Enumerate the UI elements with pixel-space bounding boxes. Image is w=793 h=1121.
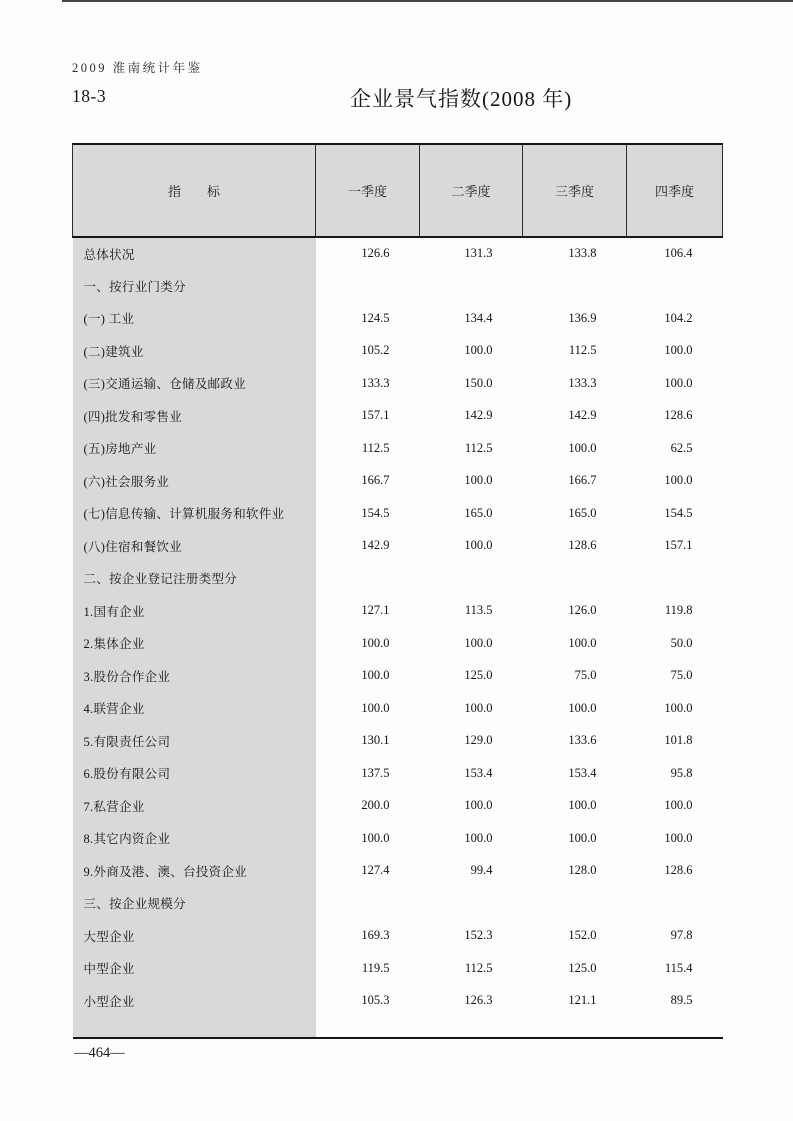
value-cell: 112.5 <box>568 343 597 358</box>
indicator-cell: 6.股份有限公司 <box>73 757 316 790</box>
table-number: 18-3 <box>72 86 107 106</box>
value-cell: 133.3 <box>361 375 390 390</box>
value-cell: 136.9 <box>568 310 597 325</box>
indicator-cell: 总体状况 <box>73 237 316 270</box>
value-cell: 112.5 <box>464 440 493 455</box>
value-cell <box>420 562 523 595</box>
value-cell: 75.0 <box>574 668 597 683</box>
value-cell: 133.8 <box>568 246 597 261</box>
value-cell: 128.6 <box>664 863 693 878</box>
value-cell: 105.3 <box>361 993 390 1008</box>
col-header-indicator: 指 标 <box>73 144 316 237</box>
table-row <box>73 270 723 303</box>
value-cell: 100.0 <box>464 343 493 358</box>
value-cell: 126.3 <box>464 993 493 1008</box>
indicator-cell: (七)信息传输、计算机服务和软件业 <box>73 497 316 530</box>
value-cell: 166.7 <box>361 473 390 488</box>
table-row <box>73 757 723 790</box>
value-cell <box>420 1017 523 1038</box>
value-cell: 100.0 <box>464 798 493 813</box>
value-cell: 119.5 <box>361 960 390 975</box>
value-cell <box>316 270 420 303</box>
value-cell: 152.3 <box>464 928 493 943</box>
value-cell: 115.4 <box>664 960 693 975</box>
value-cell: 112.5 <box>361 440 390 455</box>
value-cell: 166.7 <box>568 473 597 488</box>
value-cell: 100.0 <box>568 830 597 845</box>
table-row <box>73 237 723 270</box>
table-body <box>73 237 723 1038</box>
value-cell: 142.9 <box>361 538 390 553</box>
scan-edge-artifact <box>62 0 793 2</box>
value-cell <box>523 562 627 595</box>
indicator-cell: 9.外商及港、澳、台投资企业 <box>73 855 316 888</box>
table-spacer-row <box>73 1017 723 1038</box>
col-header-q2: 二季度 <box>420 144 523 237</box>
table-row <box>73 822 723 855</box>
value-cell: 154.5 <box>664 505 693 520</box>
value-cell: 157.1 <box>664 538 693 553</box>
table-row <box>73 660 723 693</box>
value-cell: 105.2 <box>361 343 390 358</box>
col-header-q1: 一季度 <box>316 144 420 237</box>
value-cell: 100.0 <box>464 473 493 488</box>
value-cell: 119.8 <box>664 603 693 618</box>
value-cell <box>627 270 723 303</box>
indicator-cell: 2.集体企业 <box>73 627 316 660</box>
table-row <box>73 497 723 530</box>
value-cell: 100.0 <box>568 798 597 813</box>
indicator-cell: (三)交通运输、仓储及邮政业 <box>73 367 316 400</box>
table-row <box>73 952 723 985</box>
value-cell: 100.0 <box>361 700 390 715</box>
value-cell: 100.0 <box>568 635 597 650</box>
value-cell: 133.3 <box>568 375 597 390</box>
value-cell: 153.4 <box>568 765 597 780</box>
indicator-cell: 5.有限责任公司 <box>73 725 316 758</box>
value-cell: 75.0 <box>670 668 693 683</box>
value-cell: 131.3 <box>464 246 493 261</box>
indicator-cell: (四)批发和零售业 <box>73 400 316 433</box>
indicator-cell: 1.国有企业 <box>73 595 316 628</box>
value-cell <box>523 270 627 303</box>
value-cell: 100.0 <box>568 440 597 455</box>
value-cell: 142.9 <box>568 408 597 423</box>
value-cell: 142.9 <box>464 408 493 423</box>
indicator-cell: 大型企业 <box>73 920 316 953</box>
value-cell: 89.5 <box>670 993 693 1008</box>
value-cell: 50.0 <box>670 635 693 650</box>
indicator-cell: 一、按行业门类分 <box>73 270 316 303</box>
indicator-cell: 中型企业 <box>73 952 316 985</box>
value-cell: 128.6 <box>664 408 693 423</box>
value-cell: 100.0 <box>464 538 493 553</box>
col-header-q3: 三季度 <box>523 144 627 237</box>
value-cell: 100.0 <box>361 635 390 650</box>
value-cell: 200.0 <box>361 798 390 813</box>
value-cell <box>316 887 420 920</box>
table-row <box>73 335 723 368</box>
table-row <box>73 367 723 400</box>
value-cell: 101.8 <box>664 733 693 748</box>
indicator-cell: 7.私营企业 <box>73 790 316 823</box>
value-cell: 97.8 <box>670 928 693 943</box>
value-cell: 100.0 <box>361 830 390 845</box>
indicator-cell: 8.其它内资企业 <box>73 822 316 855</box>
col-header-q4: 四季度 <box>627 144 723 237</box>
table-header <box>73 144 723 237</box>
value-cell <box>627 887 723 920</box>
table-row <box>73 465 723 498</box>
indicator-cell: (一) 工业 <box>73 302 316 335</box>
value-cell: 100.0 <box>464 830 493 845</box>
value-cell: 100.0 <box>664 830 693 845</box>
value-cell: 112.5 <box>464 960 493 975</box>
value-cell: 128.0 <box>568 863 597 878</box>
value-cell <box>420 887 523 920</box>
table-row <box>73 302 723 335</box>
value-cell: 169.3 <box>361 928 390 943</box>
value-cell: 99.4 <box>470 863 493 878</box>
indicator-cell: (八)住宿和餐饮业 <box>73 530 316 563</box>
value-cell: 157.1 <box>361 408 390 423</box>
value-cell: 150.0 <box>464 375 493 390</box>
value-cell: 100.0 <box>464 635 493 650</box>
table-row <box>73 627 723 660</box>
table-row <box>73 400 723 433</box>
value-cell <box>420 270 523 303</box>
value-cell: 100.0 <box>664 700 693 715</box>
value-cell: 121.1 <box>568 993 597 1008</box>
business-climate-index-table <box>72 143 723 1039</box>
value-cell <box>316 562 420 595</box>
indicator-cell: (五)房地产业 <box>73 432 316 465</box>
indicator-cell: 小型企业 <box>73 985 316 1018</box>
table-row <box>73 985 723 1018</box>
table-header-row <box>73 144 723 237</box>
value-cell: 130.1 <box>361 733 390 748</box>
table-row <box>73 855 723 888</box>
value-cell: 125.0 <box>464 668 493 683</box>
value-cell: 95.8 <box>670 765 693 780</box>
value-cell: 153.4 <box>464 765 493 780</box>
value-cell: 154.5 <box>361 505 390 520</box>
value-cell <box>523 887 627 920</box>
value-cell <box>627 562 723 595</box>
indicator-cell: 3.股份合作企业 <box>73 660 316 693</box>
value-cell: 100.0 <box>568 700 597 715</box>
value-cell: 126.0 <box>568 603 597 618</box>
value-cell: 165.0 <box>464 505 493 520</box>
value-cell: 165.0 <box>568 505 597 520</box>
table-row <box>73 790 723 823</box>
value-cell: 106.4 <box>664 246 693 261</box>
value-cell <box>316 1017 420 1038</box>
table-row <box>73 562 723 595</box>
value-cell: 125.0 <box>568 960 597 975</box>
indicator-cell: 二、按企业登记注册类型分 <box>73 562 316 595</box>
value-cell: 152.0 <box>568 928 597 943</box>
indicator-cell: 4.联营企业 <box>73 692 316 725</box>
table-row <box>73 920 723 953</box>
table-row <box>73 530 723 563</box>
value-cell: 124.5 <box>361 310 390 325</box>
table-row <box>73 725 723 758</box>
value-cell: 137.5 <box>361 765 390 780</box>
table-row <box>73 692 723 725</box>
value-cell: 100.0 <box>664 375 693 390</box>
running-header: 2009 淮南统计年鉴 <box>72 61 203 75</box>
value-cell: 100.0 <box>664 798 693 813</box>
value-cell: 127.4 <box>361 863 390 878</box>
value-cell: 104.2 <box>664 310 693 325</box>
value-cell: 127.1 <box>361 603 390 618</box>
indicator-cell <box>73 1017 316 1038</box>
value-cell: 100.0 <box>664 343 693 358</box>
indicator-cell: (六)社会服务业 <box>73 465 316 498</box>
indicator-cell: (二)建筑业 <box>73 335 316 368</box>
value-cell <box>523 1017 627 1038</box>
value-cell: 134.4 <box>464 310 493 325</box>
value-cell <box>627 1017 723 1038</box>
value-cell: 113.5 <box>464 603 493 618</box>
page-number: —464— <box>74 1045 125 1061</box>
table-row <box>73 595 723 628</box>
page-title: 企业景气指数(2008 年) <box>350 87 573 111</box>
value-cell: 128.6 <box>568 538 597 553</box>
indicator-cell: 三、按企业规模分 <box>73 887 316 920</box>
value-cell: 100.0 <box>361 668 390 683</box>
table-row <box>73 887 723 920</box>
value-cell: 126.6 <box>361 246 390 261</box>
value-cell: 100.0 <box>464 700 493 715</box>
table-row <box>73 432 723 465</box>
value-cell: 133.6 <box>568 733 597 748</box>
value-cell: 100.0 <box>664 473 693 488</box>
value-cell: 129.0 <box>464 733 493 748</box>
value-cell: 62.5 <box>670 440 693 455</box>
